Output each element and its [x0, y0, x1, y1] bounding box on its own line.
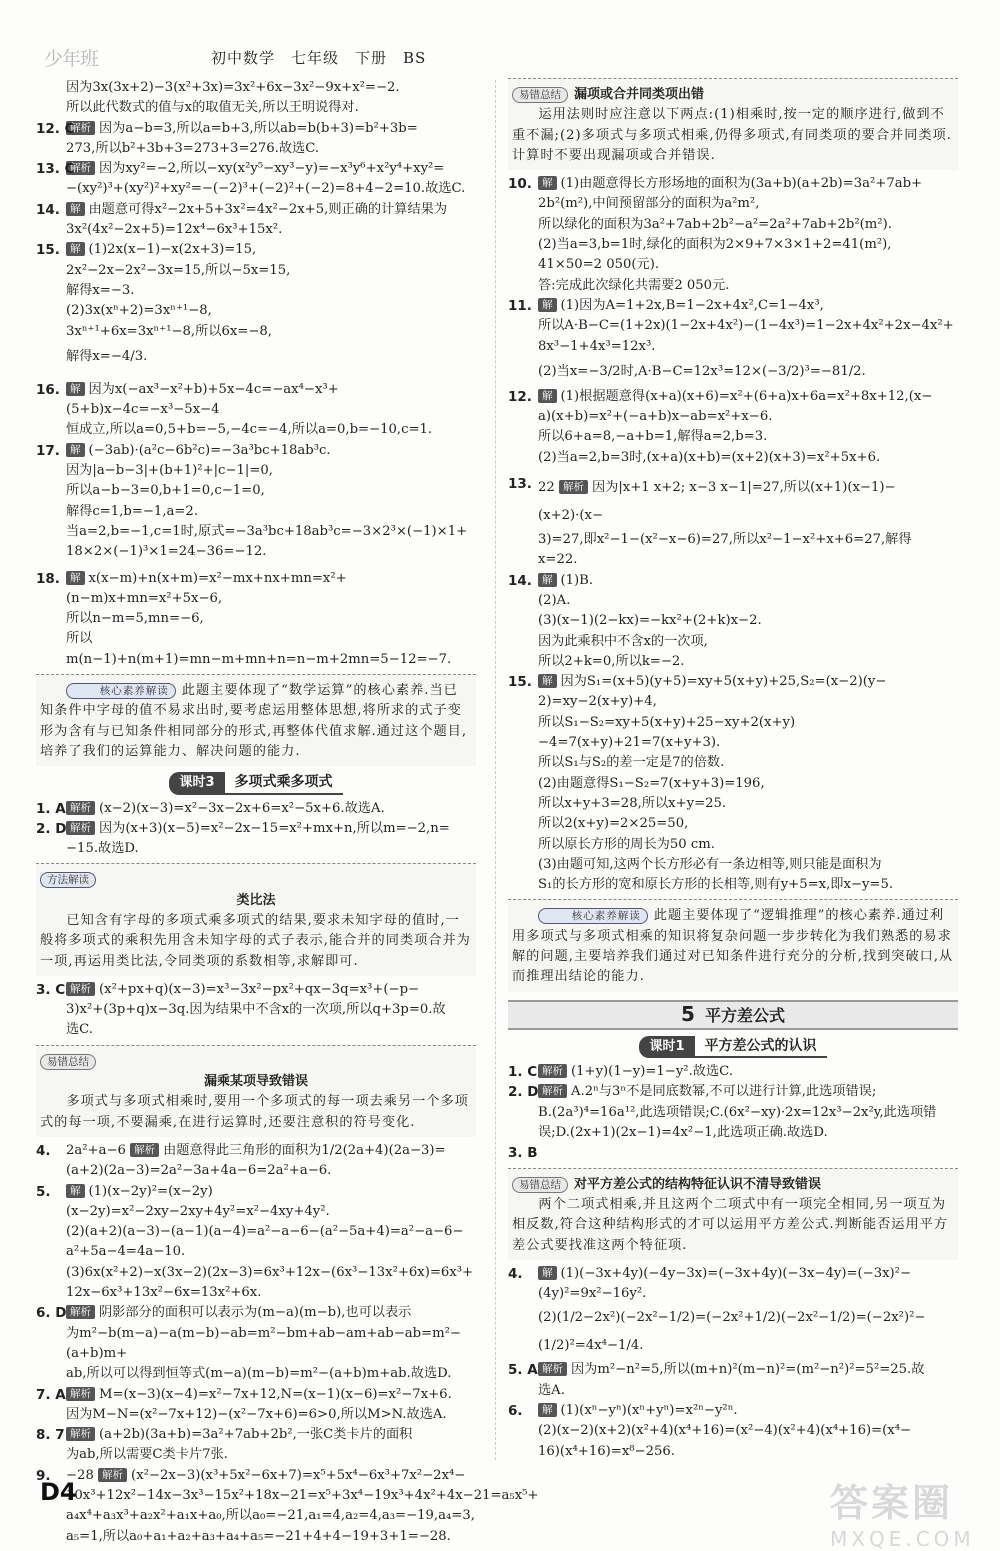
answer-9 — [36, 1466, 539, 1547]
text-line: 所以原长方形的周长为50 cm. — [538, 836, 715, 852]
text-line: x(x−m)+n(x+m)=x²−mx+nx+mn=x²+(n−m)x+mn=x²+5x−6, — [66, 570, 347, 606]
text-line: 3x²(4x²−2x+5)=12x⁴−6x³+15x². — [66, 222, 283, 238]
lesson-badge: 课时1 — [639, 1036, 694, 1058]
answer-14 — [508, 571, 958, 672]
answer-number: 5. — [36, 1183, 51, 1200]
answer-number: 8. 7 — [36, 1427, 65, 1444]
answer-number: 5. A — [508, 1362, 538, 1379]
tag-label: 解析 — [98, 1468, 127, 1482]
watermark-url: MXQE.COM — [830, 1527, 975, 1551]
core-literacy-box — [36, 674, 476, 766]
text-line: (2)(a+2)(a−3)−(a−1)(a−4)=a²−a−6−(a²−5a+4)=a²−a−6− — [66, 1224, 464, 1240]
text-line: 所以6+a=8,−a+b=1,解得a=2,b=3. — [538, 429, 768, 445]
tag-label: 解 — [538, 674, 557, 688]
answer-1 — [508, 1062, 958, 1082]
tag-label: 解析 — [538, 1064, 567, 1078]
text-line: 选C. — [66, 1022, 93, 1038]
watermark — [830, 1472, 975, 1551]
text-line: M=(x−3)(x−4)=x²−7x+12,N=(x−1)(x−6)=x²−7x+6. — [99, 1386, 452, 1402]
answer-number: 13. C — [36, 161, 75, 178]
text-line: 所以此代数式的值与x的取值无关,所以王明说得对. — [66, 100, 359, 116]
text-line: (a+2)(2a−3)=2a²−3a+4a−6=2a²+a−6. — [66, 1163, 332, 1179]
text-line: 由题意可得x²−2x+5+3x²=4x²−2x+5,则正确的计算结果为 — [88, 201, 448, 217]
text-line: −(xy²)³+(xy²)²+xy²=−(−2)³+(−2)²+(−2)=8+4−2=10.故选C. — [66, 181, 466, 197]
text-line: 由题意得此三角形的面积为1/2(2a+4)(2a−3)= — [163, 1142, 446, 1158]
lesson-header — [508, 1036, 958, 1058]
text-line: A.2ⁿ与3ⁿ不是同底数幂,不可以进行计算,此选项错误; — [571, 1084, 877, 1100]
text-line: 所以S₁−S₂=xy+5(x+y)+25−xy+2(x+y)−4=7(x+y)+21=7(x+y+3). — [538, 714, 796, 751]
box-heading: 漏乘某项导致错误 — [203, 1074, 308, 1090]
text-line: 所以m(n−1)+n(m+1)=mn−m+mn+n=n−m+2mn=5−12=−7. — [66, 631, 452, 667]
text-line: 阴影部分的面积可以表示为(m−a)(m−b),也可以表示 — [99, 1305, 412, 1321]
box-text: 运用法则时应注意以下两点:(1)相乘时,按一定的顺序进行,做到不重不漏;(2)多项式与多项式相乘,仍得多项式,有同类项的要合并同类项.计算时不要出现漏项或合并错误. — [512, 107, 952, 163]
tag-label: 解 — [538, 298, 557, 312]
text-line: 所以2+k=0,所以k=−2. — [538, 653, 685, 669]
tag-label: 解析 — [66, 121, 95, 135]
text-line: 因为(x+3)(x−5)=x²−2x−15=x²+mx+n,所以m=−2,n= — [99, 820, 450, 836]
text-line: 16)(x⁴+16)=x⁸−256. — [538, 1443, 675, 1459]
text-line: 因为a−b=3,所以a=b+3,所以ab=b(b+3)=b²+3b= — [99, 120, 418, 136]
tag-label: 解 — [538, 1403, 557, 1417]
page-number: D4 — [40, 1478, 77, 1506]
text-line: 因为|x+1 x+2; x−3 x−1|=27,所以(x+1)(x−1)−(x+2)·(x− — [538, 480, 896, 524]
answer-2 — [36, 819, 476, 860]
tag-label: 解 — [538, 176, 557, 190]
text-line: 所以n−m=5,mn=−6, — [66, 611, 204, 627]
box-heading: 漏项或合并同类项出错 — [574, 87, 705, 102]
box-heading: 类比法 — [236, 892, 276, 908]
tag-label: 解析 — [130, 1143, 159, 1157]
text-line: 因为此乘积中不含x的一次项, — [538, 633, 708, 649]
tag-label: 解析 — [66, 1305, 95, 1319]
text-line: 所以2(x+y)=2×25=50, — [538, 816, 689, 832]
text-line: (1)根据题意得(x+a)(x+6)=x²+(6+a)x+6a=x²+8x+12,(x− — [560, 388, 933, 404]
answer-3 — [36, 980, 476, 1041]
text-line: 恒成立,所以a=0,5+b=−5,−4c=−4,所以a=0,b=−10,c=1. — [66, 422, 433, 438]
text-line: 因为x(−ax³−x²+b)+5x−4c=−ax⁴−x³+(5+b)x−4c=−x³−5x−4 — [66, 381, 339, 418]
text-line: 12x−6x³+13x²−6x=13x²+6x. — [66, 1285, 262, 1301]
answer-number: 7. A — [36, 1386, 66, 1403]
text-line: (1/2)²=4x⁴−1/4. — [538, 1338, 644, 1354]
text-line: 273,所以b²+3b+3=273+3=276.故选C. — [66, 140, 320, 156]
tag-label: 解析 — [538, 1084, 567, 1098]
text-line: 2)=xy−2(x+y)+4, — [538, 694, 657, 710]
text-line: a)(x+b)=x²+(−a+b)x−ab=x²+x−6. — [538, 409, 773, 425]
text-line: 所以a−b−3=0,b+1=0,c−1=0, — [66, 483, 265, 499]
tag-label: 解析 — [66, 801, 95, 815]
watermark-text: 答案圈 — [830, 1481, 954, 1525]
answer-number: 18. — [36, 570, 60, 587]
text-line: ab,所以可以得到恒等式(m−a)(m−b)=m²−(a+b)m+ab.故选D. — [66, 1366, 452, 1382]
answer-18 — [36, 569, 476, 670]
answer-number: 11. — [508, 297, 532, 314]
text-line: (2)当a=2,b=3时,(x+a)(x+b)=(x+2)(x+3)=x²+5x+6. — [538, 449, 881, 465]
answer-13 — [508, 474, 958, 571]
answer-12 — [508, 387, 958, 468]
box-label: 方法解读 — [40, 872, 96, 888]
answer-number: 2. D — [508, 1084, 539, 1101]
answer-4 — [36, 1141, 476, 1182]
text-line: −15.故选D. — [66, 841, 139, 857]
answer-4 — [508, 1264, 958, 1361]
answer-number: 3. B — [508, 1145, 538, 1162]
answer-11-cont — [36, 78, 476, 119]
brand-logo: 少年班 — [44, 48, 99, 70]
text-line: (1+y)(1−y)=1−y².故选C. — [571, 1064, 733, 1080]
answer-8 — [36, 1425, 476, 1466]
section-number: 5 — [681, 1001, 695, 1026]
answer-3 — [508, 1143, 958, 1163]
text-line: 所以x+y+3=28,所以x+y=25. — [538, 795, 727, 811]
text-line: (1)(−3x+4y)(−4y−3x)=(−3x+4y)(−3x−4y)=(−3x)²− — [560, 1265, 912, 1281]
text-line: x=22. — [538, 552, 578, 568]
lesson-header — [36, 772, 476, 794]
text-line: 8x³−1+4x³=12x³. — [538, 338, 656, 354]
column-divider — [495, 80, 496, 1460]
text-line: 3)=27,即x²−1−(x²−x−6)=27,所以x²−1−x²+x+6=27,解得 — [538, 532, 912, 548]
error-summary-box — [508, 1168, 958, 1260]
text-line: B.(2a³)⁴=16a¹²,此选项错误;C.(6x²−xy)·2x=12x³−2x²y,此选项错 — [538, 1104, 937, 1120]
answer-number: 1. C — [508, 1064, 538, 1081]
text-line: (x²−2x−3)(x³+5x²−6x+7)=x⁵+5x⁴−6x³+7x²−2x⁴− — [131, 1467, 466, 1483]
lesson-badge: 课时3 — [169, 772, 224, 794]
tag-label: 解 — [538, 573, 557, 587]
text-line: (2)(1/2−2x²)(−2x²−1/2)=(−2x²+1/2)(−2x²−1/2)=(−2x²)²− — [538, 1310, 926, 1326]
text-line: (1)(x−2y)²=(x−2y)(x−2y)=x²−2xy−2xy+4y²=x²−4xy+4y². — [66, 1183, 330, 1219]
header-title: 初中数学 七年级 下册 BS — [211, 49, 427, 67]
section-header — [508, 1000, 958, 1030]
text-line: 因为|a−b−3|+(b+1)²+|c−1|=0, — [66, 463, 273, 479]
text-line: (1)(xⁿ−yⁿ)(xⁿ+yⁿ)=x²ⁿ−y²ⁿ. — [560, 1403, 738, 1419]
answer-number: 15. — [508, 674, 532, 691]
tag-label: 解 — [538, 1266, 557, 1280]
text-line: 3xⁿ⁺¹+6x=3xⁿ⁺¹−8,所以6x=−8, — [66, 323, 273, 339]
answer-5 — [36, 1182, 476, 1304]
text-line: 因为m²−n²=5,所以(m+n)²(m−n)²=(m²−n²)²=5²=25.故 — [571, 1362, 925, 1378]
text-line: (1)2x(x−1)−x(2x+3)=15, — [88, 242, 257, 258]
text-line: (2)当a=3,b=1时,绿化的面积为2×9+7×3×1+2=41(m²), — [538, 237, 892, 253]
text-line: (2)(x−2)(x+2)(x²+4)(x⁴+16)=(x²−4)(x²+4)(x⁴+16)=(x⁴− — [538, 1423, 912, 1439]
text-line: (2)A. — [538, 592, 571, 608]
tag-label: 解析 — [538, 1362, 567, 1376]
text-line: (4y)²=9x²−16y². — [538, 1286, 647, 1302]
answer-value: −28 — [66, 1467, 94, 1483]
answer-value: 2a²+a−6 — [66, 1142, 126, 1158]
text-line: (x−2)(x−3)=x²−3x−2x+6=x²−5x+6.故选A. — [99, 800, 385, 816]
text-line: (3)由题可知,这两个长方形必有一条边相等,则只能是面积为 — [538, 856, 882, 872]
answer-6 — [36, 1303, 476, 1384]
box-text: 此题主要体现了“数学运算”的核心素养.当已知条件中字母的值不易求出时,要考虑运用整体思想,将所求的式子变形为含有与已知条件相同部分的形式,再整体代值求解.通过这个题目,培养了我们的运算能力、解决问题的能力. — [40, 683, 468, 759]
text-line: (x²+px+q)(x−3)=x³−3x²−px²+qx−3q=x³+(−p− — [99, 981, 420, 997]
answer-2 — [508, 1082, 958, 1143]
text-line: (a+2b)(3a+b)=3a²+7ab+2b²,一张C类卡片的面积 — [99, 1427, 413, 1443]
text-line: 答:完成此次绿化共需要2 050元. — [538, 277, 730, 293]
answer-7 — [36, 1385, 476, 1426]
box-text: 此题主要体现了“逻辑推理”的核心素养.通过利用多项式与多项式相乘的知识将复杂问题一步步转化为我们熟悉的易求解的问题,主要培养我们通过对已知条件进行充分的分析,找到突破口,从而推理出结论的能力. — [512, 908, 954, 985]
right-column — [508, 78, 958, 1462]
core-literacy-box — [508, 899, 958, 991]
error-summary-box — [508, 78, 958, 170]
text-line: a²+5a−4=4a−10. — [66, 1244, 186, 1260]
box-label: 易错总结 — [512, 1177, 568, 1193]
tag-label: 解 — [66, 1184, 85, 1198]
text-line: (−3ab)·(a²c−6b²c)=−3a³bc+18ab³c. — [88, 442, 331, 458]
text-line: 当a=2,b=−1,c=1时,原式=−3a³bc+18ab³c=−3×2³×(−1)×1+ — [66, 523, 468, 539]
text-line: 因为3x(3x+2)−3(x²+3x)=3x²+6x−3x²−9x+x²=−2. — [66, 80, 400, 95]
text-line: (1)由题意得长方形场地的面积为(3a+b)(a+2b)=3a²+7ab+ — [560, 176, 923, 192]
answer-10 — [508, 174, 958, 296]
answer-number: 14. — [508, 572, 532, 589]
answer-number: 13. — [508, 476, 532, 493]
answer-number: 16. — [36, 381, 60, 398]
answer-number: 15. — [36, 242, 60, 259]
text-line: (2)由题意得S₁−S₂=7(x+y+3)=196, — [538, 775, 765, 791]
text-line: S₁的长方形的宽和原长方形的长相等,则有y+5=x,即x−y=5. — [538, 877, 894, 893]
text-line: 选A. — [538, 1382, 565, 1398]
answer-15 — [36, 240, 476, 371]
answer-value: 22 — [538, 480, 555, 496]
text-line: 解得x=−4/3. — [66, 348, 148, 364]
answer-5 — [508, 1360, 958, 1401]
tag-label: 解析 — [66, 1427, 95, 1441]
text-line: (2)3x(xⁿ+2)=3xⁿ⁺¹−8, — [66, 303, 212, 319]
answer-15 — [508, 672, 958, 895]
box-label: 易错总结 — [40, 1054, 96, 1070]
text-line: 41×50=2 050(元). — [538, 257, 660, 273]
answer-number: 10. — [508, 176, 532, 193]
error-summary-box — [36, 1045, 476, 1137]
tag-label: 解析 — [66, 821, 95, 835]
text-line: 为ab,所以需要C类卡片7张. — [66, 1447, 228, 1463]
text-line: 10x³+12x²−14x−3x³−15x²+18x−21=x⁵+3x⁴−19x³+4x²+4x−21=a₅x⁵+ — [66, 1488, 539, 1503]
text-line: 2x²−2x−2x²−3x=15,所以−5x=15, — [66, 262, 291, 278]
answer-14 — [36, 200, 476, 241]
text-line: 解得x=−3. — [66, 282, 135, 298]
lesson-title: 平方差公式的认识 — [695, 1036, 827, 1058]
tag-label: 解 — [66, 242, 85, 256]
answer-12 — [36, 119, 476, 160]
answer-number: 14. — [36, 201, 60, 218]
text-line: 所以绿化的面积为3a²+7ab+2b²−a²=2a²+7ab+2b²(m²). — [538, 216, 892, 232]
answer-6 — [508, 1401, 958, 1462]
box-label: 核心素养解读 — [538, 908, 647, 924]
text-line: (2)当x=−3/2时,A·B−C=12x³=12×(−3/2)³=−81/2. — [538, 363, 866, 379]
tag-label: 解析 — [559, 480, 588, 494]
answer-number: 12. — [508, 388, 532, 405]
text-line: a₄x⁴+a₃x³+a₂x²+a₁x+a₀,所以a₀=−21,a₁=4,a₂=4,a₃=−19,a₄=3, — [66, 1508, 475, 1524]
box-text: 多项式与多项式相乘时,要用一个多项式的每一项去乘另一个多项式的每一项,不要漏乘,在进行运算时,还要注意积的符号变化. — [40, 1094, 469, 1130]
text-line: 所以S₁与S₂的差一定是7的倍数. — [538, 755, 725, 771]
text-line: (3)6x(x²+2)−x(3x−2)(2x−3)=6x³+12x−(6x³−13x²+6x)=6x³+ — [66, 1264, 474, 1280]
answer-number: 1. A — [36, 800, 66, 817]
section-title: 平方差公式 — [704, 1005, 785, 1025]
tag-label: 解 — [66, 382, 85, 396]
answer-number: 6. D — [36, 1305, 67, 1322]
answer-13 — [36, 159, 476, 200]
tag-label: 解 — [538, 389, 557, 403]
answer-number: 9. — [36, 1467, 51, 1484]
answer-number: 4. — [36, 1142, 51, 1159]
text-line: 因为xy²=−2,所以−xy(x²y⁵−xy³−y)=−x³y⁶+x²y⁴+xy²= — [99, 161, 445, 177]
text-line: a₅=1,所以a₀+a₁+a₂+a₃+a₄+a₅=−21+4+4−19+3+1=−28. — [66, 1528, 451, 1544]
answer-number: 6. — [508, 1403, 523, 1420]
answer-number: 4. — [508, 1265, 523, 1282]
answer-11 — [508, 296, 958, 387]
tag-label: 解析 — [66, 982, 95, 996]
answer-1 — [36, 799, 476, 819]
page-header — [36, 40, 976, 70]
text-line: (3)(x−1)(2−kx)=−kx²+(2+k)x−2. — [538, 613, 762, 629]
text-line: 2b²(m²),中间预留部分的面积为a²m², — [538, 196, 760, 212]
answer-16 — [36, 380, 476, 441]
text-line: (1)B. — [560, 572, 594, 588]
text-line: 为m²−b(m−a)−a(m−b)−ab=m²−bm+ab−am+ab−ab=m²−(a+b)m+ — [66, 1325, 461, 1361]
tag-label: 解 — [66, 443, 85, 457]
answer-number: 3. C — [36, 981, 66, 998]
text-line: 因为S₁=(x+5)(y+5)=xy+5(x+y)+25,S₂=(x−2)(y− — [560, 674, 887, 690]
box-label: 核心素养解读 — [66, 683, 175, 699]
answer-number: 2. D — [36, 820, 67, 837]
left-column — [36, 78, 539, 1547]
text-line: (1)因为A=1+2x,B=1−2x+4x²,C=1−4x³, — [560, 297, 824, 313]
answer-number: 12. C — [36, 120, 75, 137]
tag-label: 解析 — [66, 1387, 95, 1401]
lesson-title: 多项式乘多项式 — [225, 772, 343, 794]
method-box — [36, 863, 476, 975]
text-line: 18×2×(−1)³×1=24−36=−12. — [66, 544, 267, 560]
text-line: 因为M−N=(x²−7x+12)−(x²−7x+6)=6>0,所以M>N.故选A. — [66, 1406, 447, 1422]
box-heading: 对平方差公式的结构特征认识不清导致错误 — [574, 1176, 822, 1192]
tag-label: 解 — [66, 571, 85, 585]
tag-label: 解 — [66, 202, 85, 216]
box-text: 两个二项式相乘,并且这两个二项式中有一项完全相同,另一项互为相反数,符合这种结构形式的才可以运用平方差公式.判断能否运用平方差公式要找准这两个特征项. — [512, 1196, 949, 1253]
box-text: 已知含有字母的多项式乘多项式的结果,要求未知字母的值时,一般将多项式的乘积先用含未知字母的式子表示,能合并的同类项合并为一项,再运用类比法,令同类项的系数相等,求解即可. — [40, 912, 471, 969]
answer-17 — [36, 441, 476, 563]
text-line: 误;D.(2x+1)(2x−1)=4x²−1,此选项正确.故选D. — [538, 1125, 828, 1141]
answer-number: 17. — [36, 442, 60, 459]
text-line: 3)x²+(3p+q)x−3q.因为结果中不含x的一次项,所以q+3p=0.故 — [66, 1002, 446, 1018]
tag-label: 解析 — [66, 161, 95, 175]
text-line: 所以A·B−C=(1+2x)(1−2x+4x²)−(1−4x³)=1−2x+4x²+2x−4x²+ — [538, 318, 954, 334]
text-line: 解得c=1,b=−1,a=2. — [66, 503, 199, 519]
box-label: 易错总结 — [512, 87, 568, 103]
